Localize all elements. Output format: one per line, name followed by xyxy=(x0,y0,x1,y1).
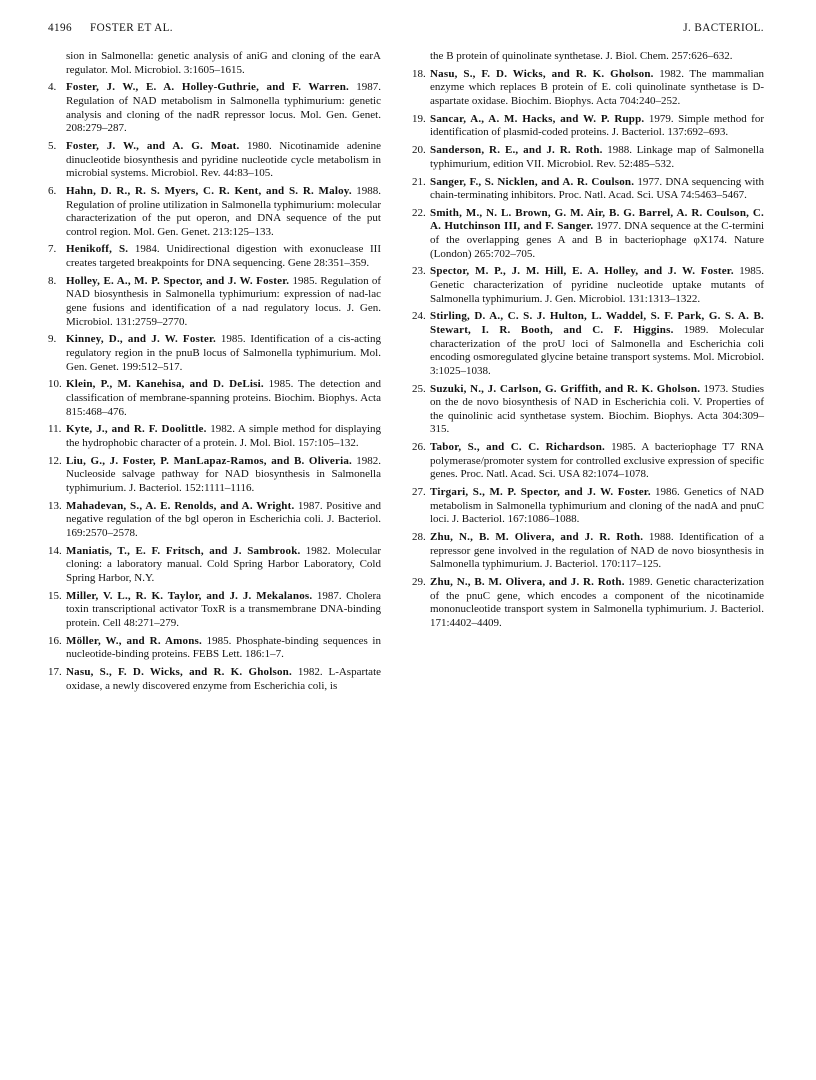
reference-number: 19. xyxy=(412,112,426,125)
running-authors: FOSTER ET AL. xyxy=(90,22,174,34)
reference-authors: Sanger, F., S. Nicklen, and A. R. Coulson. xyxy=(430,175,635,188)
reference-entry xyxy=(412,68,764,109)
reference-entry xyxy=(48,590,381,631)
reference-number: 22. xyxy=(412,206,426,219)
reference-authors: Foster, J. W., E. A. Holley-Guthrie, and F. Warren. xyxy=(66,81,349,94)
reference-authors: Hahn, D. R., R. S. Myers, C. R. Kent, and S. R. Maloy. xyxy=(66,184,352,197)
reference-text: 1985. The detection and classification of membrane-spanning proteins. Biochim. Biophys. Acta 815:468–476. xyxy=(66,378,381,418)
reference-entry xyxy=(48,243,381,270)
reference-authors: Kinney, D., and J. W. Foster. xyxy=(66,333,216,346)
reference-text: 1982. A simple method for displaying the hydrophobic character of a protein. J. Mol. Biol. 157:105–132. xyxy=(66,423,381,449)
reference-authors: Kyte, J., and R. F. Doolittle. xyxy=(66,423,207,436)
reference-entry xyxy=(412,383,764,437)
reference-number: 18. xyxy=(412,67,426,80)
reference-entry xyxy=(48,500,381,541)
reference-number: 6. xyxy=(48,184,57,197)
reference-authors: Nasu, S., F. D. Wicks, and R. K. Gholson. xyxy=(430,67,654,80)
reference-authors: Mahadevan, S., A. E. Renolds, and A. Wright. xyxy=(66,499,295,512)
reference-number: 13. xyxy=(48,499,62,512)
reference-text: 1982. L-Aspartate oxidase, a newly discovered enzyme from Escherichia coli, is xyxy=(66,665,382,692)
reference-text: 1982. The mammalian enzyme which replaces B protein of E. coli quinolinate synthetase is D-aspartate oxidase. Biochim. Biophys. Acta 704:240–252. xyxy=(430,67,764,107)
reference-entry xyxy=(48,275,381,329)
reference-text: 1985. A bacteriophage T7 RNA polymerase/promoter system for controlled exclusive expression of specific genes. Proc. Natl. Acad. Sci. USA 82:1074–1078. xyxy=(430,441,764,481)
reference-entry xyxy=(412,113,764,140)
reference-authors: Henikoff, S. xyxy=(66,243,129,256)
reference-entry xyxy=(48,455,381,496)
reference-entry xyxy=(48,185,381,239)
reference-number: 8. xyxy=(48,274,57,287)
reference-text: 1985. Regulation of NAD biosynthesis in Salmonella typhimurium: expression of nad-lac gene fusions and identification of a nad regulatory locus. J. Gen. Microbiol. 131:2759–2770. xyxy=(66,274,382,328)
reference-entry xyxy=(48,333,381,374)
reference-number: 14. xyxy=(48,544,62,557)
page-header xyxy=(48,22,764,40)
reference-text: 1988. Regulation of proline utilization in Salmonella typhimurium: molecular characterization of the put operon, and DNA sequence of the put control region. Mol. Gen. Genet. 213:125–133. xyxy=(66,184,381,238)
reference-authors: Stirling, D. A., C. S. J. Hulton, L. Waddel, S. F. Park, G. S. A. B. Stewart, I. R. Booth, and C. F. Higgins. xyxy=(430,310,764,336)
reference-number: 12. xyxy=(48,454,62,467)
reference-authors: Foster, J. W., and A. G. Moat. xyxy=(66,139,240,152)
reference-authors: Smith, M., N. L. Brown, G. M. Air, B. G. Barrel, A. R. Coulson, C. A. Hutchinson III, and F. Sanger. xyxy=(430,206,764,233)
reference-text: 1986. Genetics of NAD metabolism in Salmonella typhimurium and cloning of the nadA and pnuC loci. J. Bacteriol. 167:1086–1088. xyxy=(430,486,764,526)
reference-number: 25. xyxy=(412,382,426,395)
reference-authors: Tirgari, S., M. P. Spector, and J. W. Foster. xyxy=(430,486,651,499)
reference-text: 1989. Molecular characterization of the proU loci of Salmonella and Escherichia coli encoding osmoregulated glycine betaine transport systems. Mol. Microbiol. 3:1025–1038. xyxy=(430,324,765,377)
reference-authors: Sancar, A., A. M. Hacks, and W. P. Rupp. xyxy=(430,112,645,125)
reference-entry xyxy=(48,81,381,135)
reference-text: 1988. Linkage map of Salmonella typhimurium, edition VII. Microbiol. Rev. 52:485–532. xyxy=(430,144,764,170)
reference-text: 1985. Phosphate-binding sequences in nucleotide-binding proteins. FEBS Lett. 186:1–7. xyxy=(66,634,381,661)
reference-text: 1989. Genetic characterization of the pnuC gene, which encodes a component of the nicotinamide mononucleotide transport system in Salmonella typhimurium. J. Bacteriol. 171:4402–4409. xyxy=(430,576,764,629)
reference-number: 28. xyxy=(412,531,426,544)
reference-entry xyxy=(412,531,764,572)
reference-text: 1980. Nicotinamide adenine dinucleotide biosynthesis and pyridine nucleotide cycle metabolism in microbial systems. Microbiol. Rev. 44:83–105. xyxy=(66,139,382,180)
reference-continuation: the B protein of quinolinate synthetase. J. Biol. Chem. 257:626–632. xyxy=(430,50,733,62)
reference-authors: Miller, V. L., R. K. Taylor, and J. J. Mekalanos. xyxy=(66,589,313,602)
reference-entry xyxy=(48,635,381,662)
reference-text: 1988. Identification of a repressor gene involved in the regulation of NAD de novo biosynthesis in Salmonella typhimurium. J. Bacteriol. 170:117–125. xyxy=(430,531,764,571)
reference-entry xyxy=(412,576,764,630)
reference-number: 11. xyxy=(48,423,62,436)
reference-continuation: sion in Salmonella: genetic analysis of aniG and cloning of the earA regulator. Mol. Microbiol. 3:1605–1615. xyxy=(66,50,381,76)
reference-number: 24. xyxy=(412,310,426,323)
reference-authors: Liu, G., J. Foster, P. ManLapaz-Ramos, and B. Oliveria. xyxy=(66,454,352,467)
reference-text: 1985. Genetic characterization of pyridine nucleotide uptake mutants of Salmonella typhimurium. J. Gen. Microbiol. 131:1313–1322. xyxy=(430,265,764,305)
reference-number: 29. xyxy=(412,576,426,589)
reference-entry xyxy=(412,265,764,306)
reference-authors: Zhu, N., B. M. Olivera, and J. R. Roth. xyxy=(430,531,644,544)
reference-authors: Suzuki, N., J. Carlson, G. Griffith, and R. K. Gholson. xyxy=(430,382,701,395)
reference-authors: Zhu, N., B. M. Olivera, and J. R. Roth. xyxy=(430,576,625,589)
references-right-column xyxy=(412,50,764,635)
reference-entry xyxy=(412,441,764,482)
reference-number: 4. xyxy=(48,81,57,94)
reference-entry xyxy=(412,176,764,203)
journal-name: J. BACTERIOL. xyxy=(683,22,764,34)
reference-number: 10. xyxy=(48,378,62,391)
reference-text: 1977. DNA sequence at the C-termini of the overlapping genes A and B in bacteriophage φX174. Nature (London) 265:702–705. xyxy=(430,220,765,260)
reference-list-left xyxy=(48,81,381,693)
reference-entry xyxy=(48,666,381,693)
reference-number: 17. xyxy=(48,665,62,678)
reference-entry xyxy=(48,423,381,450)
reference-text: 1982. Molecular cloning: a laboratory manual. Cold Spring Harbor Laboratory, Cold Spring Harbor, N.Y. xyxy=(66,544,381,584)
reference-number: 7. xyxy=(48,243,57,256)
reference-entry xyxy=(412,207,764,261)
reference-text: 1973. Studies on the de novo biosynthesis of NAD in Escherichia coli. V. Properties of the quinolinic acid synthetase system. Biochim. Biophys. Acta 304:309–315. xyxy=(430,382,764,436)
reference-text: 1982. Nucleoside salvage pathway for NAD biosynthesis in Salmonella typhimurium. J. Bacteriol. 152:1111–1116. xyxy=(66,454,381,494)
reference-number: 9. xyxy=(48,333,57,346)
reference-authors: Sanderson, R. E., and J. R. Roth. xyxy=(430,144,603,157)
reference-entry xyxy=(48,140,381,181)
reference-text: 1985. Identification of a cis-acting regulatory region in the pnuB locus of Salmonella typhimurium. Mol. Gen. Genet. 199:512–517. xyxy=(66,333,381,373)
reference-authors: Maniatis, T., E. F. Fritsch, and J. Sambrook. xyxy=(66,544,301,557)
reference-number: 23. xyxy=(412,265,426,278)
reference-authors: Klein, P., M. Kanehisa, and D. DeLisi. xyxy=(66,378,264,391)
reference-number: 5. xyxy=(48,139,57,152)
reference-authors: Spector, M. P., J. M. Hill, E. A. Holley, and J. W. Foster. xyxy=(430,265,734,278)
reference-authors: Nasu, S., F. D. Wicks, and R. K. Gholson. xyxy=(66,665,292,678)
reference-authors: Tabor, S., and C. C. Richardson. xyxy=(430,441,605,454)
reference-entry xyxy=(412,310,764,378)
page-number: 4196 xyxy=(48,22,72,34)
reference-number: 21. xyxy=(412,175,426,188)
reference-number: 20. xyxy=(412,144,426,157)
reference-number: 27. xyxy=(412,486,426,499)
reference-entry xyxy=(48,545,381,586)
reference-authors: Möller, W., and R. Amons. xyxy=(66,634,202,647)
reference-number: 26. xyxy=(412,441,426,454)
reference-number: 15. xyxy=(48,589,62,602)
reference-list-right xyxy=(412,68,764,631)
reference-text: 1987. Positive and negative regulation of the bgl operon in Escherichia coli. J. Bacteriol. 169:2570–2578. xyxy=(66,499,381,539)
reference-entry xyxy=(48,378,381,419)
reference-text: 1984. Unidirectional digestion with exonuclease III creates targeted breakpoints for DNA sequencing. Gene 28:351–359. xyxy=(66,243,381,270)
reference-text: 1977. DNA sequencing with chain-terminating inhibitors. Proc. Natl. Acad. Sci. USA 74:5463–5467. xyxy=(430,175,765,202)
reference-entry xyxy=(412,486,764,527)
reference-authors: Holley, E. A., M. P. Spector, and J. W. Foster. xyxy=(66,274,290,287)
reference-entry xyxy=(412,144,764,171)
references-left-column xyxy=(48,50,381,697)
reference-text: 1987. Cholera toxin transcriptional activator ToxR is a transmembrane DNA-binding protein. Cell 48:271–279. xyxy=(66,589,381,629)
reference-number: 16. xyxy=(48,634,62,647)
reference-text: 1987. Regulation of NAD metabolism in Salmonella typhimurium: genetic analysis and cloning of the nadR repressor locus. Mol. Gen. Genet. 208:279–287. xyxy=(66,81,381,135)
reference-text: 1979. Simple method for identification of plasmid-coded proteins. J. Bacteriol. 137:692–693. xyxy=(430,112,764,139)
